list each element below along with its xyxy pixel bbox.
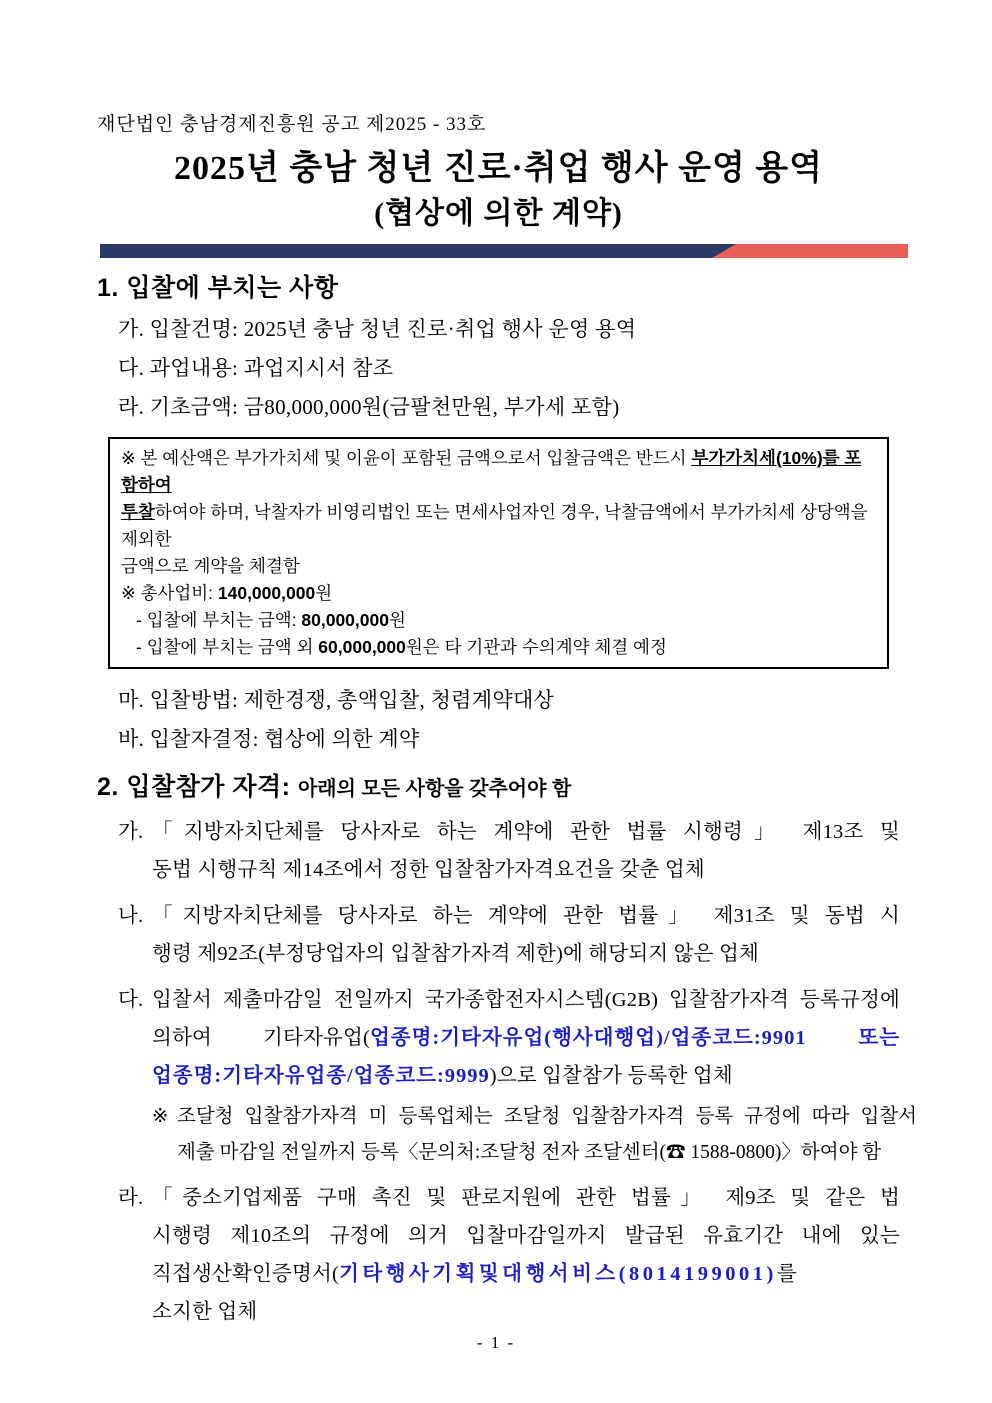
- item-line: 행령 제92조(부정당업자의 입찰참가자격 제한)에 해당되지 않은 업체: [152, 943, 759, 965]
- box-line-bid-amount: [121, 607, 876, 634]
- item-label: 라.: [118, 1187, 144, 1209]
- notice-number: 재단법인 충남경제진흥원 공고 제2025 - 33호: [97, 114, 487, 135]
- procurement-registration-note: [97, 1099, 917, 1171]
- document-title: [97, 146, 900, 236]
- title-divider-bar: [100, 244, 908, 258]
- text-segment: 원은 타 기관과 수의계약 체결 예정: [405, 637, 667, 657]
- section-2-title: 입찰참가 자격:: [126, 773, 291, 801]
- total-budget-amount: 140,000,000: [217, 583, 316, 603]
- note-line: 제출 마감일 전일까지 등록〈문의처:조달청 전자 조달센터(☎ 1588-0800)〉하여야 함: [177, 1142, 882, 1163]
- bid-item-method: 마. 입찰방법: 제한경쟁, 총액입찰, 청렴계약대상: [118, 688, 555, 712]
- budget-note-box: [108, 437, 889, 669]
- text-segment: 를: [776, 1263, 797, 1285]
- text-segment: )으로 입찰참가 등록한 업체: [489, 1065, 733, 1087]
- qualification-item-na: [97, 897, 900, 973]
- page-number: - 1 -: [476, 1333, 516, 1352]
- box-line-vat-1: [121, 445, 876, 499]
- certificate-code-highlight: 기타행사기획및대행서비스(8014199001): [339, 1263, 777, 1285]
- section-1-heading: [97, 272, 900, 304]
- text-segment: - 입찰에 부치는 금액:: [136, 610, 302, 630]
- section-2-subtitle: 아래의 모든 사항을 갖추어야 함: [297, 778, 572, 800]
- other-contract-amount: 60,000,000: [318, 637, 406, 657]
- note-marker: ※: [152, 1106, 169, 1127]
- text-segment: ※ 본 예산액은 부가가치세 및 이윤이 포함된 금액으로서 입찰금액은 반드시: [121, 448, 692, 468]
- item-label: 나.: [118, 905, 144, 927]
- text-segment: 직접생산확인증명서(: [152, 1263, 340, 1285]
- item-line: 「지방자치단체를 당사자로 하는 계약에 관한 법률 시행령」 제13조 및: [152, 821, 900, 843]
- section-2-number: 2.: [97, 773, 119, 801]
- item-line: [152, 1255, 900, 1293]
- item-line: 「지방자치단체를 당사자로 하는 계약에 관한 법률」 제31조 및 동법 시: [152, 905, 900, 927]
- section-2-heading: [97, 771, 900, 805]
- bid-item-base-amount: 라. 기초금액: 금80,000,000원(금팔천만원, 부가세 포함): [118, 395, 620, 419]
- text-segment: - 입찰에 부치는 금액 외: [136, 637, 319, 657]
- box-line-other-amount: [121, 634, 876, 661]
- section-1-title: 입찰에 부치는 사항: [126, 274, 339, 302]
- item-label: 가.: [118, 821, 144, 843]
- item-line: [152, 1057, 900, 1095]
- item-line: 입찰서 제출마감일 전일까지 국가종합전자시스템(G2B) 입찰참가자격 등록규정에: [152, 989, 900, 1011]
- box-line-vat-3: 금액으로 계약을 체결함: [121, 556, 300, 576]
- title-line-2: (협상에 의한 계약): [374, 197, 623, 230]
- bid-amount: 80,000,000: [301, 610, 389, 630]
- note-line: 조달청 입찰참가자격 미 등록업체는 조달청 입찰참가자격 등록 규정에 따라 입찰서: [177, 1106, 917, 1127]
- box-line-vat-2: [121, 499, 876, 553]
- item-line: 「중소기업제품 구매 촉진 및 판로지원에 관한 법률」 제9조 및 같은 법: [152, 1187, 900, 1209]
- bid-item-scope: 다. 과업내용: 과업지시서 참조: [118, 356, 394, 380]
- bid-item-name: 가. 입찰건명: 2025년 충남 청년 진로·취업 행사 운영 용역: [118, 317, 637, 341]
- section-1-number: 1.: [97, 274, 119, 302]
- item-line: 동법 시행규칙 제14조에서 정한 입찰참가자격요건을 갖춘 업체: [152, 859, 705, 881]
- item-line: 시행령 제10조의 규정에 의거 입찰마감일까지 발급된 유효기간 내에 있는: [152, 1225, 900, 1247]
- text-segment: 원: [315, 583, 333, 603]
- title-line-1: 2025년 충남 청년 진로·취업 행사 운영 용역: [174, 150, 823, 187]
- industry-code-highlight: 업종명:기타자유업(행사대행업)/업종코드:9901 또는: [370, 1027, 900, 1049]
- text-segment: 원: [388, 610, 406, 630]
- item-line: 소지한 업체: [152, 1301, 258, 1323]
- item-line: [152, 1019, 900, 1057]
- vat-emphasis: 투찰: [121, 502, 155, 522]
- box-line-total-budget: [121, 580, 876, 607]
- qualification-item-ga: [97, 813, 900, 889]
- divider-red-segment: [712, 244, 908, 258]
- text-segment: 의하여 기타자유업(: [152, 1027, 370, 1049]
- qualification-item-da: [97, 981, 900, 1095]
- item-label: 다.: [118, 989, 144, 1011]
- qualification-item-ra: [97, 1179, 900, 1331]
- bid-item-decision: 바. 입찰자결정: 협상에 의한 계약: [118, 727, 420, 751]
- industry-code-highlight: 업종명:기타자유업종/업종코드:9999: [152, 1065, 490, 1087]
- text-segment: 하여야 하며, 낙찰자가 비영리법인 또는 면세사업자인 경우, 낙찰금액에서 부가가치세 상당액을 제외한: [121, 502, 868, 549]
- vat-emphasis: 부가가치세(10%)를 포함하여: [121, 448, 862, 495]
- text-segment: ※ 총사업비:: [121, 583, 218, 603]
